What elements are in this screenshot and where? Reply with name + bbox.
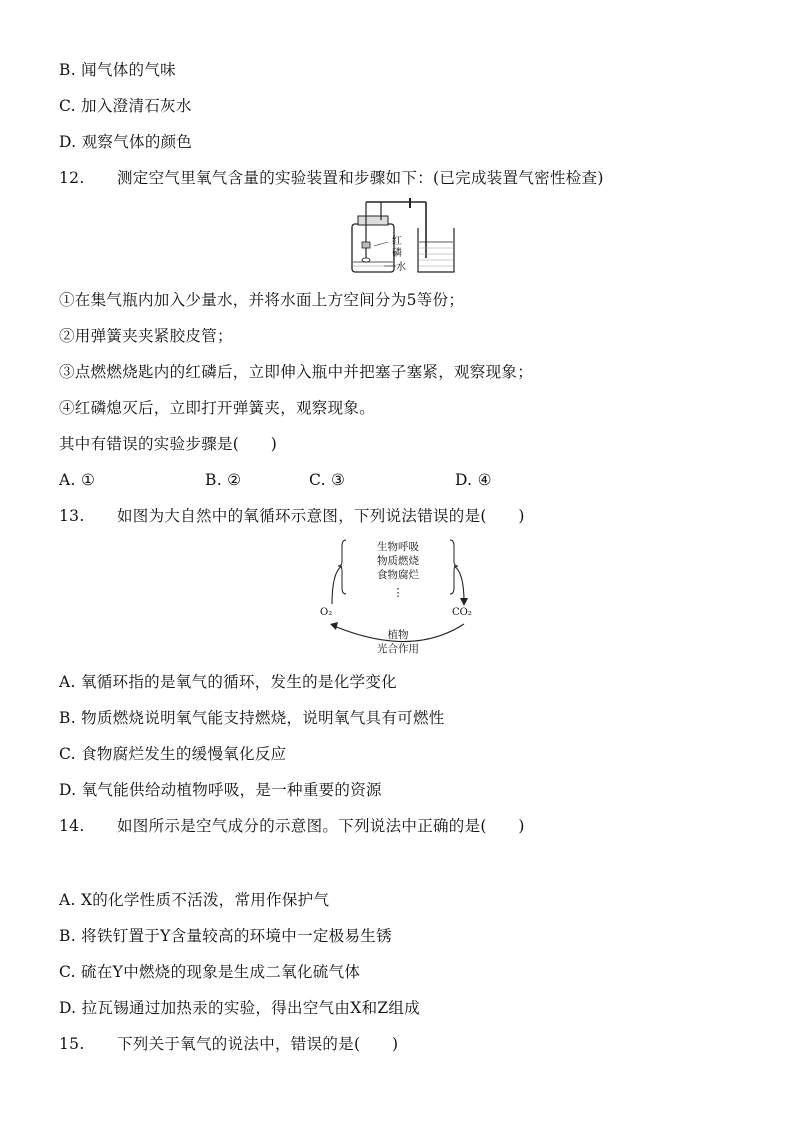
beaker	[418, 228, 454, 272]
q13-option-c: C. 食物腐烂发生的缓慢氧化反应	[59, 745, 287, 763]
q15-stem-line	[59, 1034, 398, 1054]
label-phosphorus: 磷	[392, 248, 402, 259]
q13-option-a: A. 氧循环指的是氧气的循环，发生的是化学变化	[59, 673, 397, 691]
right-brace	[450, 540, 458, 594]
q12-options	[59, 470, 492, 490]
q12-number: 12.	[59, 169, 85, 187]
diagram-co2: CO₂	[452, 607, 472, 618]
q13-number: 13.	[59, 507, 85, 525]
q12-stem-line	[59, 168, 604, 188]
diagram-top-1: 生物呼吸	[377, 541, 419, 553]
label-water: 水	[396, 262, 406, 273]
arrow-to-o2	[330, 622, 338, 630]
diagram-o2: O₂	[320, 607, 333, 618]
q12-option-c: C. ③	[309, 471, 346, 489]
left-brace	[338, 540, 346, 594]
oxygen-cycle-diagram	[312, 534, 484, 664]
diagram-top-2: 物质燃烧	[377, 555, 419, 567]
q14-option-a: A. X的化学性质不活泼，常用作保护气	[59, 891, 330, 909]
diagram-bottom-2: 光合作用	[377, 643, 419, 655]
q13-option-b: B. 物质燃烧说明氧气能支持燃烧，说明氧气具有可燃性	[59, 709, 445, 727]
q13-stem-line	[59, 506, 525, 526]
q14-number: 14.	[59, 817, 85, 835]
q12-stem: 测定空气里氧气含量的实验装置和步骤如下：(已完成装置气密性检查)	[117, 169, 604, 187]
combustion-spoon	[362, 242, 370, 248]
label-red: 红	[392, 236, 402, 247]
q15-stem: 下列关于氧气的说法中，错误的是( )	[117, 1035, 399, 1053]
arrow-to-co2	[460, 598, 468, 606]
q14-option-d: D. 拉瓦锡通过加热汞的实验，得出空气由X和Z组成	[59, 999, 421, 1017]
q12-step-4: ④红磷熄灭后，立即打开弹簧夹，观察现象。	[59, 399, 376, 417]
diagram-top-3: 食物腐烂	[377, 569, 419, 581]
q12-option-b: B. ②	[205, 471, 242, 489]
q12-option-d: D. ④	[455, 471, 492, 489]
bottle-stopper	[358, 216, 388, 225]
q15-number: 15.	[59, 1035, 85, 1053]
q11-option-d: D. 观察气体的颜色	[59, 133, 193, 151]
q14-option-b: B. 将铁钉置于Y含量较高的环境中一定极易生锈	[59, 927, 392, 945]
q11-option-b: B. 闻气体的气味	[59, 61, 176, 79]
q13-option-d: D. 氧气能供给动植物呼吸，是一种重要的资源	[59, 781, 382, 799]
diagram-dots: ⋮	[392, 586, 404, 599]
oxygen-measure-apparatus-figure	[344, 198, 472, 276]
q14-option-c: C. 硫在Y中燃烧的现象是生成二氧化硫气体	[59, 963, 361, 981]
q11-option-c: C. 加入澄清石灰水	[59, 97, 192, 115]
gas-bottle	[352, 224, 394, 272]
q12-question: 其中有错误的实验步骤是( )	[59, 435, 278, 453]
q12-step-2: ②用弹簧夹夹紧胶皮管；	[59, 327, 233, 345]
q12-step-3: ③点燃燃烧匙内的红磷后，立即伸入瓶中并把塞子塞紧，观察现象；	[59, 363, 534, 381]
q12-option-a: A. ①	[59, 471, 96, 489]
q12-step-1: ①在集气瓶内加入少量水，并将水面上方空间分为5等份；	[59, 291, 465, 309]
diagram-bottom-1: 植物	[387, 629, 409, 641]
q14-stem-line	[59, 816, 525, 836]
q14-stem: 如图所示是空气成分的示意图。下列说法中正确的是( )	[117, 817, 525, 835]
q13-stem: 如图为大自然中的氧循环示意图，下列说法错误的是( )	[117, 507, 525, 525]
